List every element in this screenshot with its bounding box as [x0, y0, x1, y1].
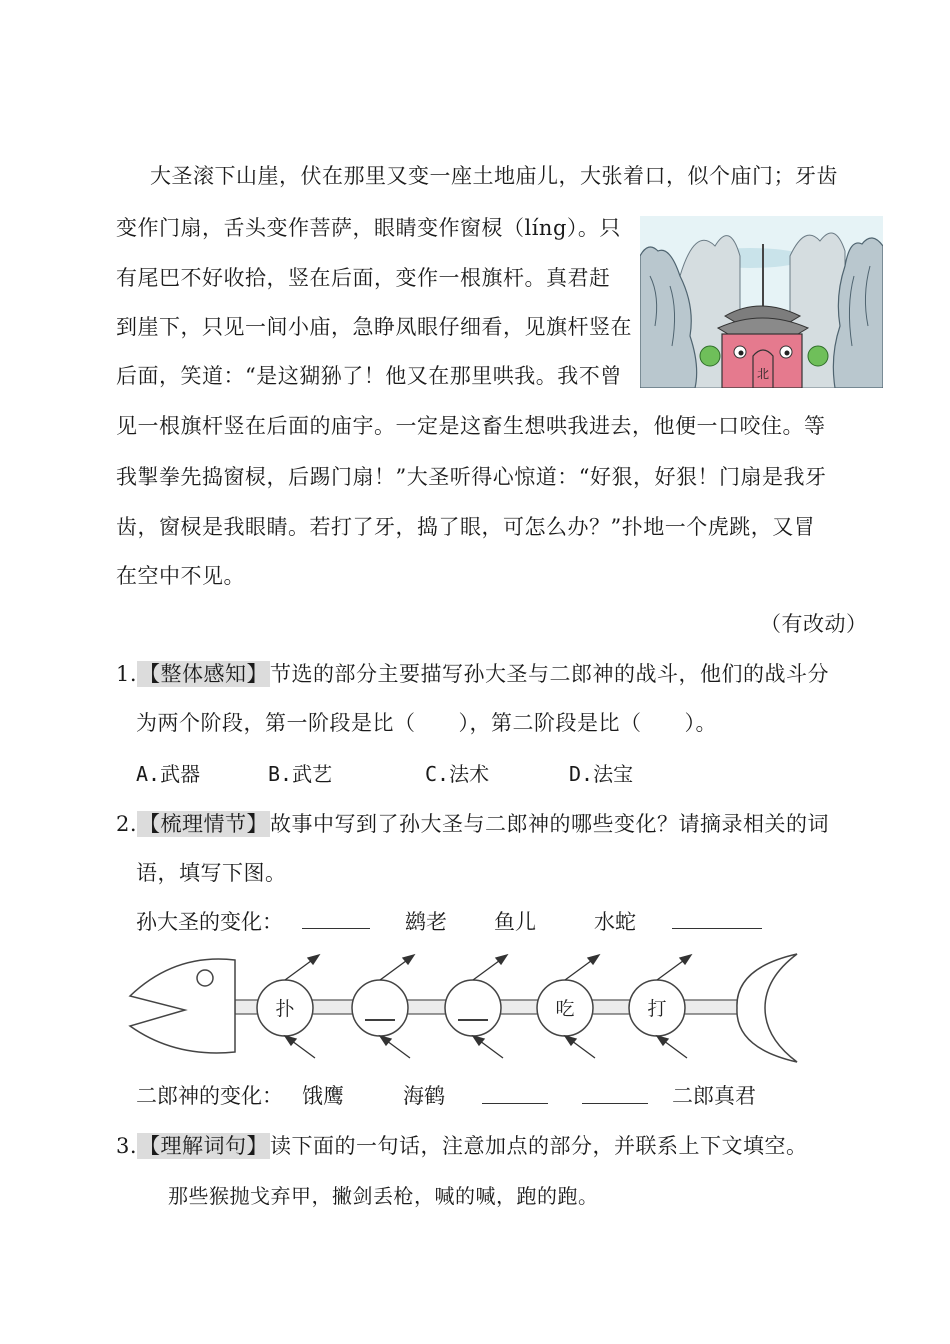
passage-line-1: 大圣滚下山崖，伏在那里又变一座土地庙儿，大张着口，似个庙门；牙齿	[150, 164, 838, 188]
erlang-changes-label: 二郎神的变化：	[136, 1084, 283, 1108]
sun-blank-2[interactable]	[672, 928, 762, 929]
fish-eye	[197, 970, 213, 986]
bone-node-1	[257, 980, 313, 1036]
fish-tail	[737, 954, 797, 1062]
passage-line-2: 变作门扇，舌头变作菩萨，眼睛变作窗棂（líng）。只	[116, 216, 621, 240]
temple-door-char: 北	[756, 367, 770, 381]
upper-arrows	[285, 955, 691, 980]
bone-node-4	[537, 980, 593, 1036]
erlang-item-2: 海鹤	[403, 1084, 445, 1108]
sun-changes-label: 孙大圣的变化：	[136, 910, 283, 934]
bone-node-2[interactable]	[352, 980, 408, 1036]
q1-text-1: 节选的部分主要描写孙大圣与二郎神的战斗，他们的战斗分	[270, 662, 830, 686]
svg-text:扑: 扑	[275, 998, 295, 1020]
q2-line-2: 语，填写下图。	[136, 861, 287, 885]
passage-line-6: 见一根旗杆竖在后面的庙宇。一定是这畜生想哄我进去，他便一口咬住。等	[116, 414, 826, 438]
q1-option-b[interactable]: B.武艺	[268, 762, 333, 786]
sun-item-1: 鹚老	[405, 910, 447, 934]
passage-line-7: 我掣拳先捣窗棂，后踢门扇！”大圣听得心惊道：“好狠，好狠！门扇是我牙	[116, 465, 827, 489]
svg-text:吃: 吃	[555, 998, 575, 1020]
fish-head	[130, 959, 235, 1053]
sun-blank-1[interactable]	[302, 928, 370, 929]
q3-text-1: 读下面的一句话，注意加点的部分，并联系上下文填空。	[270, 1134, 808, 1158]
q3-line-1	[116, 1130, 808, 1160]
passage-line-4: 到崖下，只见一间小庙，急睁凤眼仔细看，见旗杆竖在	[116, 315, 632, 339]
q2-line-1	[116, 808, 829, 838]
sun-item-3: 水蛇	[594, 910, 636, 934]
sun-item-2: 鱼儿	[494, 910, 536, 934]
erlang-item-1: 饿鹰	[302, 1084, 344, 1108]
erlang-item-3: 二郎真君	[672, 1084, 756, 1108]
erlang-blank-2[interactable]	[582, 1103, 648, 1104]
source-note: （有改动）	[760, 612, 868, 636]
bone-node-3[interactable]	[445, 980, 501, 1036]
passage-line-5: 后面，笑道：“是这猢狲了！他又在那里哄我。我不曾	[116, 364, 622, 388]
q2-tag: 【梳理情节】	[139, 812, 269, 836]
fishbone-diagram	[125, 948, 805, 1068]
q3-quote: 那些猴抛戈弃甲，撇剑丢枪，喊的喊，跑的跑。	[168, 1184, 599, 1208]
q1-option-a[interactable]: A.武器	[136, 762, 201, 786]
passage-line-8: 齿，窗棂是我眼睛。若打了牙，捣了眼，可怎么办？”扑地一个虎跳，又冒	[116, 515, 816, 539]
q3-number: 3.	[116, 1134, 138, 1158]
lower-arrows	[285, 1036, 687, 1058]
q3-tag: 【理解词句】	[139, 1134, 269, 1158]
q1-option-c[interactable]: C.法术	[425, 762, 490, 786]
q1-tag: 【整体感知】	[139, 662, 269, 686]
svg-text:打: 打	[647, 998, 667, 1020]
bone-node-5	[629, 980, 685, 1036]
q2-text-1: 故事中写到了孙大圣与二郎神的哪些变化？请摘录相关的词	[270, 812, 830, 836]
q1-number: 1.	[116, 662, 138, 686]
passage-line-3: 有尾巴不好收拾，竖在后面，变作一根旗杆。真君赶	[116, 266, 611, 290]
q1-option-d[interactable]: D.法宝	[569, 762, 634, 786]
passage-line-9: 在空中不见。	[116, 564, 245, 588]
erlang-blank-1[interactable]	[482, 1103, 548, 1104]
q1-line-2: 为两个阶段，第一阶段是比（ ），第二阶段是比（ ）。	[136, 711, 717, 735]
q1-line-1	[116, 658, 829, 688]
temple-on-cliffs-illustration	[640, 216, 883, 388]
q2-number: 2.	[116, 812, 138, 836]
